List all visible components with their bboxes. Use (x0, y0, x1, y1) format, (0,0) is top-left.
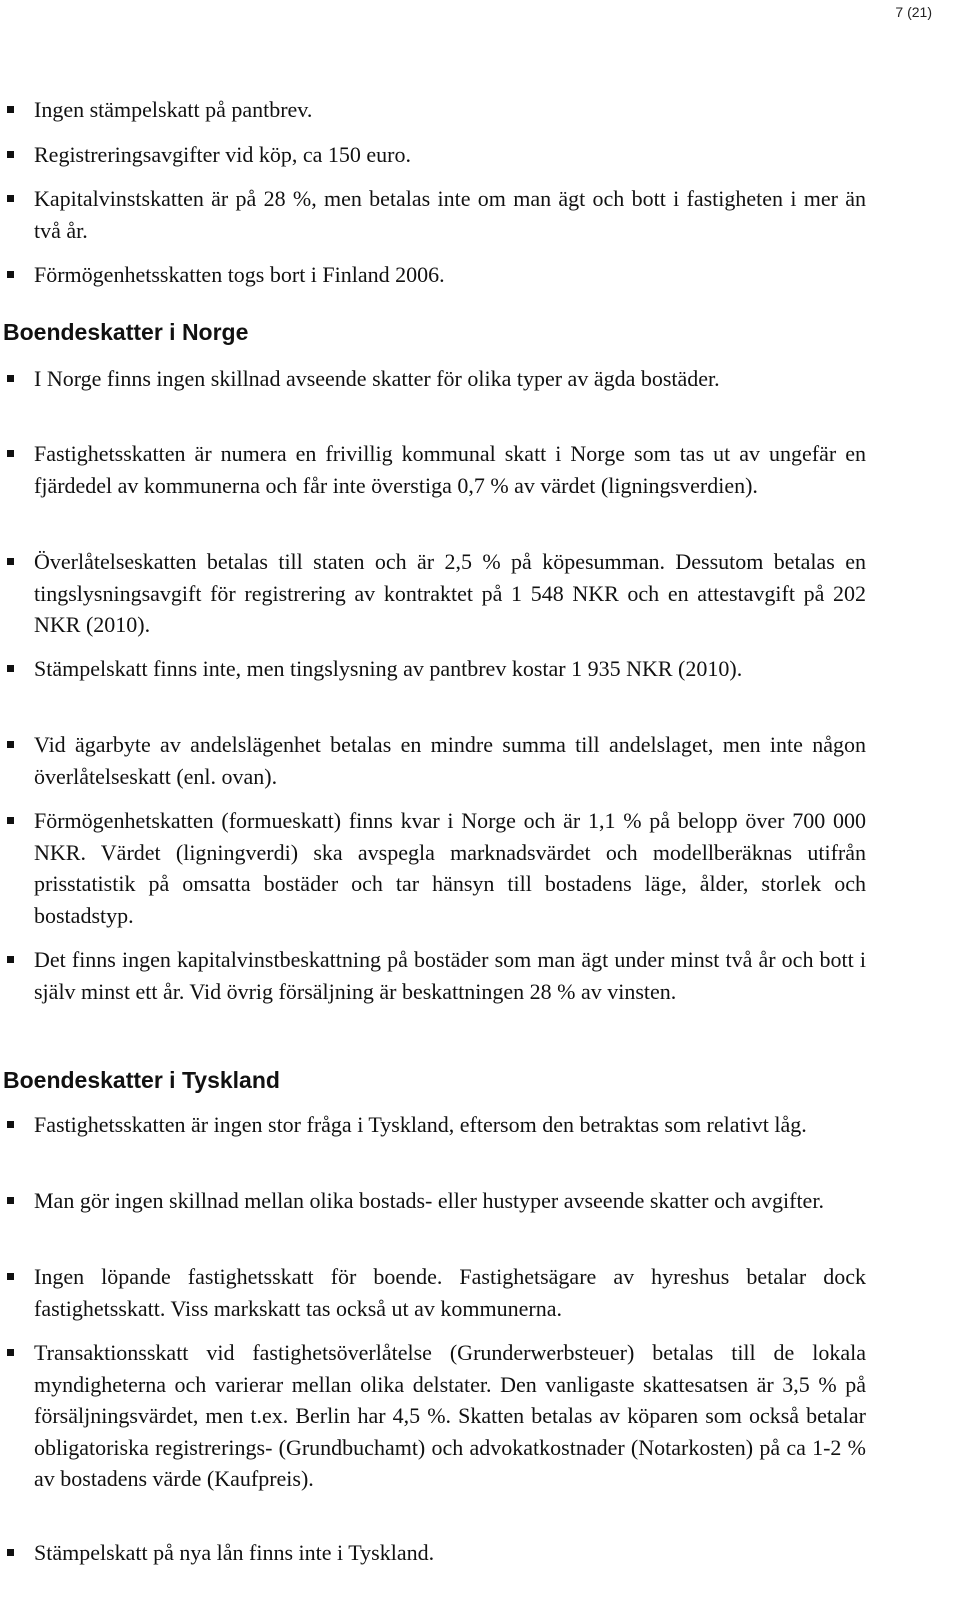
list-item (34, 546, 866, 641)
list-item (34, 1261, 866, 1324)
square-bullet-icon (7, 1197, 14, 1204)
square-bullet-icon (7, 956, 14, 963)
list-item-text: Ingen löpande fastighetsskatt för boende. Fastighetsägare av hyreshus betalar dock fastighetsskatt. Viss markskatt tas också ut av kommunerna. (34, 1264, 866, 1321)
list-item-text: Vid ägarbyte av andelslägenhet betalas en mindre summa till andelslaget, men inte någon överlåtelseskatt (enl. ovan). (34, 732, 866, 789)
square-bullet-icon (7, 375, 14, 382)
square-bullet-icon (7, 1273, 14, 1280)
square-bullet-icon (7, 450, 14, 457)
list-item-text: Registreringsavgifter vid köp, ca 150 euro. (34, 142, 411, 167)
list-item-text: Överlåtelseskatten betalas till staten och är 2,5 % på köpesumman. Dessutom betalas en tingslysningsavgift för registrering av kontraktet på 1 548 NKR och en attestavgift på 202 NKR (2010). (34, 549, 866, 637)
section-heading-norway: Boendeskatter i Norge (3, 319, 249, 345)
list-item (34, 1109, 866, 1141)
square-bullet-icon (7, 1349, 14, 1356)
list-item (34, 729, 866, 792)
list-item-text: Fastighetsskatten är numera en frivillig kommunal skatt i Norge som tas ut av ungefär en fjärdedel av kommunerna och får inte överstiga 0,7 % av värdet (ligningsverdien). (34, 441, 866, 498)
page-number: 7 (21) (895, 4, 932, 20)
list-item (34, 944, 866, 1007)
list-item (34, 1185, 866, 1217)
list-item (34, 183, 866, 246)
list-item-text: Fastighetsskatten är ingen stor fråga i Tyskland, eftersom den betraktas som relativt låg. (34, 1112, 807, 1137)
list-item (34, 259, 866, 291)
square-bullet-icon (7, 271, 14, 278)
square-bullet-icon (7, 151, 14, 158)
list-item-text: I Norge finns ingen skillnad avseende skatter för olika typer av ägda bostäder. (34, 366, 720, 391)
list-item (34, 653, 866, 685)
square-bullet-icon (7, 558, 14, 565)
list-item-text: Transaktionsskatt vid fastighetsöverlåtelse (Grunderwerbsteuer) betalas till de lokala myndigheterna och varierar mellan olika delstater. Den vanligaste skattesatsen är 3,5 % på försäljningsvärdet, men t.ex. Berlin har 4,5 %. Skatten betalas av köparen som också betalar obligatoriska registrerings- (Grundbuchamt) och advokatkostnader (Notarkosten) på ca 1-2 % av bostadens värde (Kaufpreis). (34, 1340, 866, 1491)
list-item-text: Det finns ingen kapitalvinstbeskattning på bostäder som man ägt under minst två år och bott i själv minst ett år. Vid övrig försäljning är beskattningen 28 % av vinsten. (34, 947, 866, 1004)
list-item-text: Förmögenhetskatten (formueskatt) finns kvar i Norge och är 1,1 % på belopp över 700 000 NKR. Värdet (ligningverdi) ska avspegla marknadsvärdet och modellberäknas utifrån prisstatistik på omsatta bostäder och tar hänsyn till bostadens läge, ålder, storlek och bostadstyp. (34, 808, 866, 928)
square-bullet-icon (7, 741, 14, 748)
list-item (34, 363, 866, 395)
square-bullet-icon (7, 1121, 14, 1128)
list-item-text: Kapitalvinstskatten är på 28 %, men betalas inte om man ägt och bott i fastigheten i mer än två år. (34, 186, 866, 243)
square-bullet-icon (7, 1549, 14, 1556)
square-bullet-icon (7, 665, 14, 672)
list-item-text: Stämpelskatt finns inte, men tingslysning av pantbrev kostar 1 935 NKR (2010). (34, 656, 743, 681)
list-item-text: Stämpelskatt på nya lån finns inte i Tyskland. (34, 1540, 435, 1565)
list-item-text: Man gör ingen skillnad mellan olika bostads- eller hustyper avseende skatter och avgifter. (34, 1188, 824, 1213)
list-item-text: Ingen stämpelskatt på pantbrev. (34, 97, 313, 122)
list-item (34, 438, 866, 501)
list-item-text: Förmögenhetsskatten togs bort i Finland 2006. (34, 262, 445, 287)
square-bullet-icon (7, 106, 14, 113)
square-bullet-icon (7, 195, 14, 202)
list-item (34, 1337, 866, 1495)
list-item (34, 1537, 866, 1569)
list-item (34, 139, 866, 171)
section-heading-germany: Boendeskatter i Tyskland (3, 1067, 280, 1093)
list-item (34, 94, 866, 126)
square-bullet-icon (7, 817, 14, 824)
list-item (34, 805, 866, 931)
